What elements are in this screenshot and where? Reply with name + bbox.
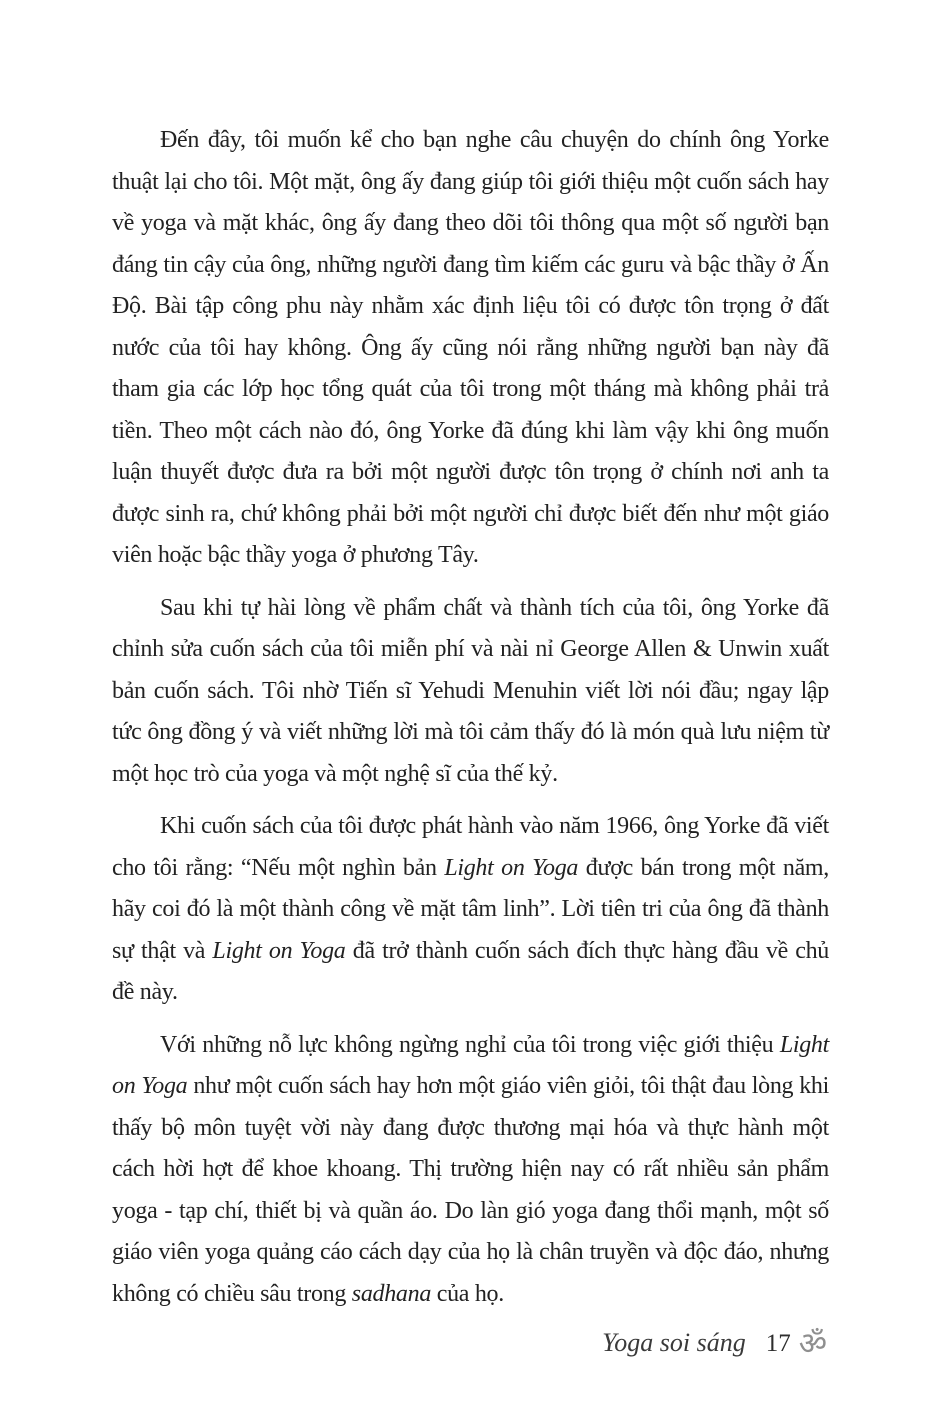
- paragraph: [112, 588, 829, 796]
- italic-text-segment: Light on Yoga: [444, 854, 579, 881]
- italic-text-segment: sadhana: [351, 1280, 432, 1307]
- text-segment: Với những nỗ lực không ngừng nghỉ của tôi trong việc giới thiệu: [160, 1031, 780, 1058]
- page-footer: [602, 1326, 827, 1362]
- text-segment: của họ.: [431, 1280, 504, 1307]
- paragraph: [112, 1025, 829, 1316]
- running-footer-book-title: Yoga soi sáng: [602, 1328, 746, 1357]
- text-segment: được bán trong một năm, hãy coi đó là một thành công về mặt tâm linh”. Lời tiên tri của ông đã thành sự thật và: [112, 854, 829, 964]
- paragraph: [112, 806, 829, 1014]
- page-number: 17: [765, 1330, 791, 1357]
- text-segment: như một cuốn sách hay hơn một giáo viên giỏi, tôi thật đau lòng khi thấy bộ môn tuyệt vời này đang được thương mại hóa và thực hành một cách hời hợt để khoe khoang. Thị trường hiện nay có rất nhiều sản phẩm yoga - tạp chí, thiết bị và quần áo. Do làn gió yoga đang thổi mạnh, một số giáo viên yoga quảng cáo cách dạy của họ là chân truyền và độc đáo, nhưng không có chiều sâu trong: [112, 1073, 829, 1307]
- italic-text-segment: Light on Yoga: [212, 937, 346, 964]
- text-segment: Đến đây, tôi muốn kể cho bạn nghe câu chuyện do chính ông Yorke thuật lại cho tôi. Một mặt, ông ấy đang giúp tôi giới thiệu một cuốn sách hay về yoga và mặt khác, ông ấy đang theo dõi tôi thông qua một số người bạn đáng tin cậy của ông, những người đang tìm kiếm các guru và bậc thầy ở Ấn Độ. Bài tập công phu này nhằm xác định liệu tôi có được tôn trọng ở đất nước của tôi hay không. Ông ấy cũng nói rằng những người bạn này đã tham gia các lớp học tổng quát của tôi trong một tháng mà không phải trả tiền. Theo một cách nào đó, ông Yorke đã đúng khi làm vậy khi ông muốn luận thuyết được đưa ra bởi một người được tôn trọng ở chính nơi anh ta được sinh ra, chứ không phải bởi một người chỉ được biết đến như một giáo viên hoặc bậc thầy yoga ở phương Tây.: [112, 127, 829, 568]
- om-icon: ॐ: [798, 1326, 827, 1362]
- text-segment: Sau khi tự hài lòng về phẩm chất và thành tích của tôi, ông Yorke đã chỉnh sửa cuốn sách của tôi miễn phí và nài nỉ George Allen & Unwin xuất bản cuốn sách. Tôi nhờ Tiến sĩ Yehudi Menuhin viết lời nói đầu; ngay lập tức ông đồng ý và viết những lời mà tôi cảm thấy đó là món quà lưu niệm từ một học trò của yoga và một nghệ sĩ của thế kỷ.: [112, 594, 829, 787]
- paragraph: [112, 120, 829, 577]
- page-body-text: [112, 120, 829, 1326]
- italic-text-segment: Light on Yoga: [112, 1031, 829, 1099]
- text-segment: đã trở thành cuốn sách đích thực hàng đầu về chủ đề này.: [112, 937, 829, 1005]
- text-segment: Khi cuốn sách của tôi được phát hành vào năm 1966, ông Yorke đã viết cho tôi rằng: “Nếu một nghìn bản: [112, 813, 829, 881]
